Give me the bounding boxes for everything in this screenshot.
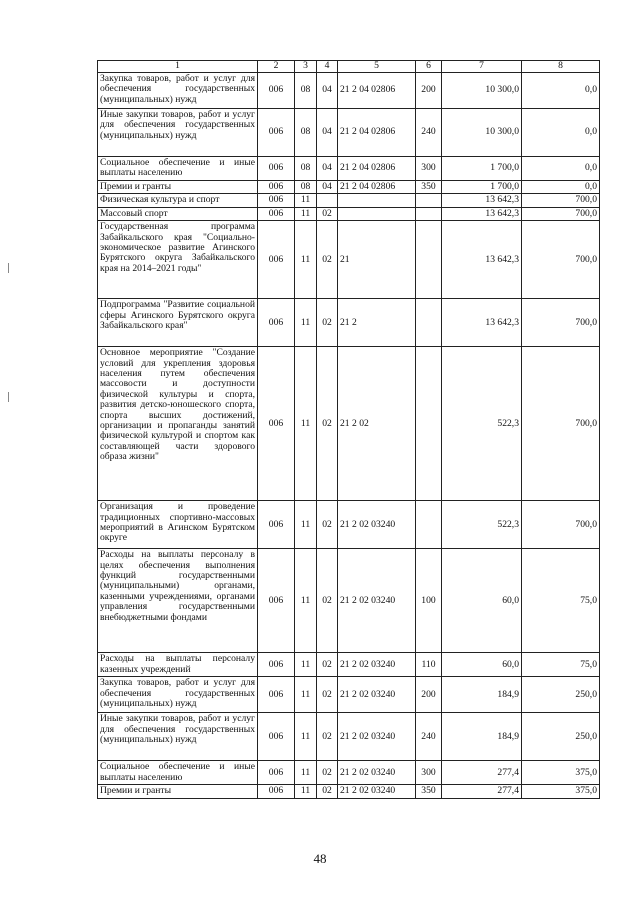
table-row [98, 785, 600, 798]
admin-code: 006 [258, 221, 295, 299]
subsection-code: 02 [317, 713, 338, 761]
row-name: Премии и гранты [98, 785, 258, 798]
target-article-code: 21 2 02 03240 [338, 677, 416, 713]
admin-code: 006 [258, 347, 295, 501]
subsection-code: 02 [317, 761, 338, 785]
column-header: 6 [416, 61, 442, 73]
row-name: Расходы на выплаты персоналу казенных учреждений [98, 653, 258, 677]
amount-2020: 375,0 [522, 761, 600, 785]
target-article-code: 21 2 02 03240 [338, 785, 416, 798]
table-row [98, 299, 600, 347]
amount-2019: 13 642,3 [442, 207, 522, 220]
amount-2020: 0,0 [522, 181, 600, 194]
expense-type-code [416, 221, 442, 299]
column-header: 4 [317, 61, 338, 73]
row-name: Социальное обеспечение и иные выплаты населению [98, 157, 258, 181]
target-article-code: 21 2 02 03240 [338, 761, 416, 785]
subsection-code: 02 [317, 221, 338, 299]
amount-2019: 1 700,0 [442, 181, 522, 194]
row-name: Иные закупки товаров, работ и услуг для обеспечения государственных (муниципальных) нужд [98, 109, 258, 157]
section-code: 11 [295, 299, 317, 347]
table-row [98, 501, 600, 549]
expense-type-code [416, 501, 442, 549]
admin-code: 006 [258, 549, 295, 653]
column-header: 3 [295, 61, 317, 73]
section-code: 11 [295, 194, 317, 207]
table-row [98, 181, 600, 194]
column-header: 2 [258, 61, 295, 73]
amount-2019: 10 300,0 [442, 73, 522, 109]
admin-code: 006 [258, 785, 295, 798]
admin-code: 006 [258, 109, 295, 157]
row-name: Закупка товаров, работ и услуг для обеспечения государственных (муниципальных) нужд [98, 73, 258, 109]
amount-2020: 75,0 [522, 653, 600, 677]
target-article-code: 21 2 02 03240 [338, 653, 416, 677]
column-header: 5 [338, 61, 416, 73]
expense-type-code [416, 194, 442, 207]
expense-type-code: 240 [416, 109, 442, 157]
admin-code: 006 [258, 299, 295, 347]
subsection-code: 02 [317, 207, 338, 220]
admin-code: 006 [258, 653, 295, 677]
row-name: Массовый спорт [98, 207, 258, 220]
amount-2019: 184,9 [442, 677, 522, 713]
table-row [98, 207, 600, 220]
subsection-code: 02 [317, 677, 338, 713]
amount-2020: 250,0 [522, 713, 600, 761]
column-header: 8 [522, 61, 600, 73]
row-name: Премии и гранты [98, 181, 258, 194]
admin-code: 006 [258, 761, 295, 785]
budget-table [97, 60, 600, 799]
amount-2020: 375,0 [522, 785, 600, 798]
section-code: 11 [295, 549, 317, 653]
section-code: 08 [295, 73, 317, 109]
subsection-code: 02 [317, 347, 338, 501]
amount-2020: 700,0 [522, 221, 600, 299]
amount-2019: 60,0 [442, 549, 522, 653]
row-name: Физическая культура и спорт [98, 194, 258, 207]
subsection-code [317, 194, 338, 207]
section-code: 11 [295, 221, 317, 299]
target-article-code: 21 2 02 03240 [338, 713, 416, 761]
subsection-code: 02 [317, 299, 338, 347]
table-row [98, 221, 600, 299]
amount-2020: 700,0 [522, 194, 600, 207]
table-row [98, 761, 600, 785]
column-header: 1 [98, 61, 258, 73]
expense-type-code: 200 [416, 73, 442, 109]
table-row [98, 677, 600, 713]
expense-type-code: 300 [416, 761, 442, 785]
target-article-code: 21 2 04 02806 [338, 181, 416, 194]
table-row [98, 194, 600, 207]
row-name: Основное мероприятие "Создание условий для укрепления здоровья населения путем обеспечения массовости и доступности физической культуры и спорта, развития детско-юношеского спорта, спорта высших достижений, организации и пропаганды занятий физической культурой и спортом как составляющей части здорового образа жизни" [98, 347, 258, 501]
target-article-code: 21 2 04 02806 [338, 157, 416, 181]
amount-2019: 522,3 [442, 347, 522, 501]
subsection-code: 02 [317, 653, 338, 677]
amount-2020: 700,0 [522, 501, 600, 549]
subsection-code: 04 [317, 181, 338, 194]
table-row [98, 347, 600, 501]
admin-code: 006 [258, 677, 295, 713]
amount-2019: 13 642,3 [442, 221, 522, 299]
target-article-code: 21 2 04 02806 [338, 109, 416, 157]
amount-2020: 0,0 [522, 157, 600, 181]
amount-2020: 250,0 [522, 677, 600, 713]
amount-2019: 13 642,3 [442, 194, 522, 207]
section-code: 11 [295, 207, 317, 220]
subsection-code: 04 [317, 109, 338, 157]
target-article-code: 21 2 02 03240 [338, 501, 416, 549]
amount-2020: 700,0 [522, 299, 600, 347]
row-name: Государственная программа Забайкальского края "Социально-экономическое развитие Агинского Бурятского округа Забайкальского края на 2014–2021 годы" [98, 221, 258, 299]
amount-2019: 277,4 [442, 761, 522, 785]
expense-type-code: 350 [416, 785, 442, 798]
amount-2019: 60,0 [442, 653, 522, 677]
target-article-code: 21 2 04 02806 [338, 73, 416, 109]
expense-type-code: 110 [416, 653, 442, 677]
amount-2019: 522,3 [442, 501, 522, 549]
table-row [98, 653, 600, 677]
expense-type-code: 200 [416, 677, 442, 713]
subsection-code: 02 [317, 501, 338, 549]
section-code: 11 [295, 713, 317, 761]
admin-code: 006 [258, 73, 295, 109]
row-name: Иные закупки товаров, работ и услуг для обеспечения государственных (муниципальных) нужд [98, 713, 258, 761]
expense-type-code: 100 [416, 549, 442, 653]
amount-2019: 13 642,3 [442, 299, 522, 347]
table-row [98, 549, 600, 653]
section-code: 08 [295, 157, 317, 181]
amount-2020: 700,0 [522, 207, 600, 220]
page-number: 48 [313, 851, 327, 866]
target-article-code: 21 [338, 221, 416, 299]
row-name: Расходы на выплаты персоналу в целях обеспечения выполнения функций государственными (муниципальными) органами, казенными учреждениями, органами управления государственными внебюджетными фондами [98, 549, 258, 653]
table-header-row [98, 61, 600, 73]
amount-2019: 184,9 [442, 713, 522, 761]
amount-2020: 0,0 [522, 73, 600, 109]
expense-type-code [416, 299, 442, 347]
amount-2020: 0,0 [522, 109, 600, 157]
target-article-code [338, 194, 416, 207]
subsection-code: 02 [317, 785, 338, 798]
expense-type-code [416, 347, 442, 501]
expense-type-code: 350 [416, 181, 442, 194]
row-name: Социальное обеспечение и иные выплаты населению [98, 761, 258, 785]
section-code: 11 [295, 347, 317, 501]
amount-2019: 277,4 [442, 785, 522, 798]
margin-mark [8, 263, 9, 273]
subsection-code: 04 [317, 157, 338, 181]
admin-code: 006 [258, 194, 295, 207]
column-header: 7 [442, 61, 522, 73]
section-code: 11 [295, 761, 317, 785]
subsection-code: 04 [317, 73, 338, 109]
row-name: Организация и проведение традиционных спортивно-массовых мероприятий в Агинском Бурятском округе [98, 501, 258, 549]
section-code: 11 [295, 785, 317, 798]
admin-code: 006 [258, 181, 295, 194]
table-row [98, 73, 600, 109]
target-article-code: 21 2 02 03240 [338, 549, 416, 653]
section-code: 08 [295, 181, 317, 194]
section-code: 08 [295, 109, 317, 157]
admin-code: 006 [258, 713, 295, 761]
target-article-code: 21 2 [338, 299, 416, 347]
admin-code: 006 [258, 501, 295, 549]
amount-2019: 10 300,0 [442, 109, 522, 157]
expense-type-code: 240 [416, 713, 442, 761]
table-row [98, 713, 600, 761]
margin-mark [8, 392, 9, 402]
section-code: 11 [295, 653, 317, 677]
expense-type-code [416, 207, 442, 220]
table-row [98, 157, 600, 181]
admin-code: 006 [258, 157, 295, 181]
table-row [98, 109, 600, 157]
target-article-code [338, 207, 416, 220]
amount-2020: 75,0 [522, 549, 600, 653]
amount-2020: 700,0 [522, 347, 600, 501]
subsection-code: 02 [317, 549, 338, 653]
expense-type-code: 300 [416, 157, 442, 181]
section-code: 11 [295, 501, 317, 549]
target-article-code: 21 2 02 [338, 347, 416, 501]
amount-2019: 1 700,0 [442, 157, 522, 181]
admin-code: 006 [258, 207, 295, 220]
row-name: Закупка товаров, работ и услуг для обеспечения государственных (муниципальных) нужд [98, 677, 258, 713]
row-name: Подпрограмма "Развитие социальной сферы Агинского Бурятского округа Забайкальского края" [98, 299, 258, 347]
section-code: 11 [295, 677, 317, 713]
